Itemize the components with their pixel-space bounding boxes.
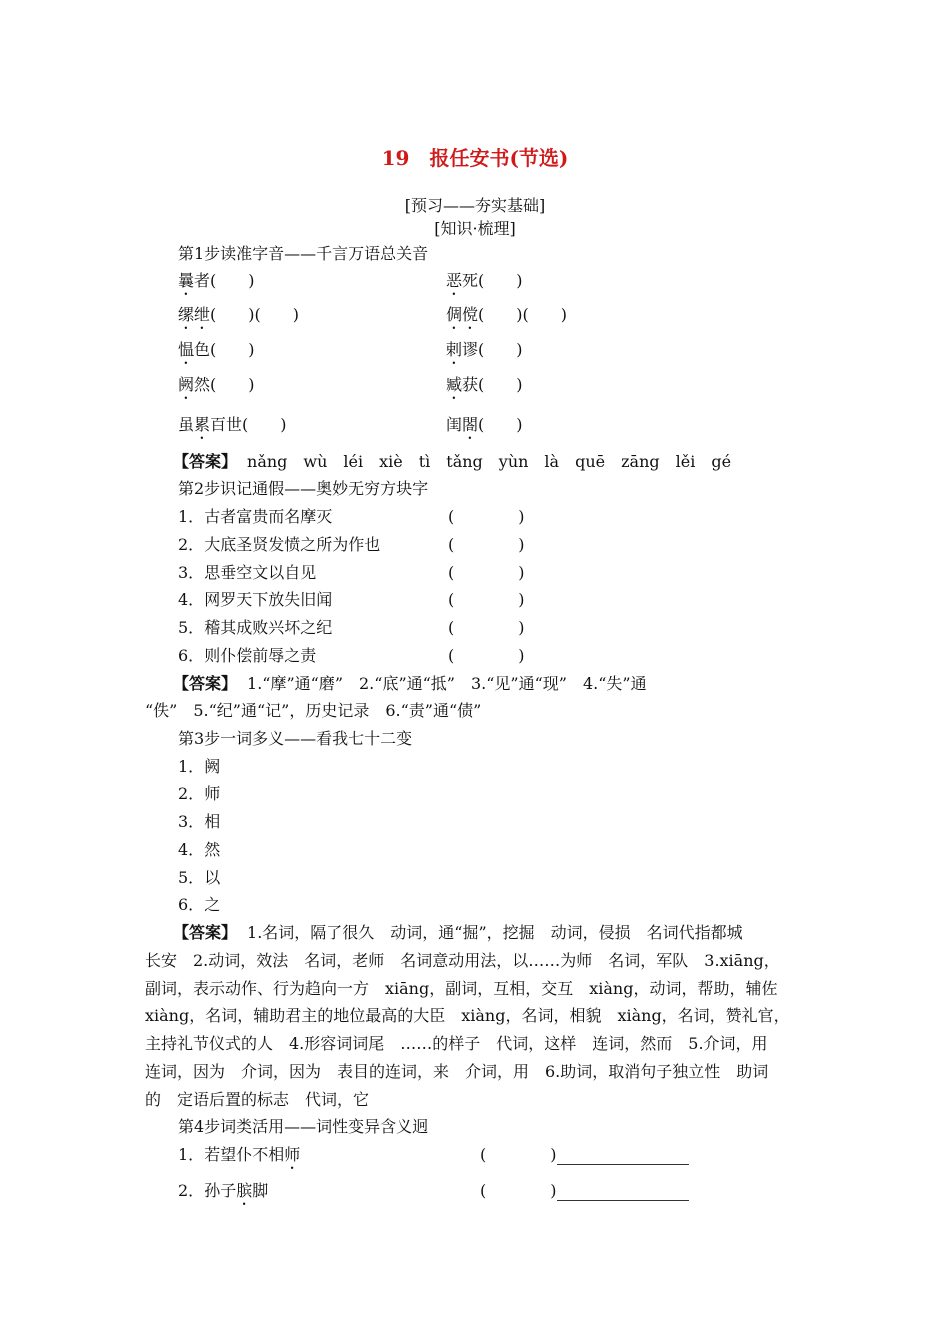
answer-blank: ( ) (448, 563, 525, 582)
list-item: 1．阙 (178, 757, 221, 776)
answer-label: 【答案】 (173, 923, 238, 942)
step1-answer: 【答案】 nǎng wù léi xiè tì tǎng yùn là quē zāng lěi gé (173, 452, 732, 471)
list-item: 2．师 (178, 784, 221, 803)
dotted-char: 阙 (178, 375, 195, 394)
list-item: 6．之 (178, 895, 221, 914)
step4-heading: 第4步词类活用——词性变异含义迥 (178, 1117, 429, 1136)
pronunciation-item: 曩者( ) (178, 271, 255, 290)
answer-blank: ( ) (448, 535, 525, 554)
answer-line: 主持礼节仪式的人 4.形容词词尾 ……的样子 代词，这样 连词，然而 5.介词，用 (145, 1034, 768, 1053)
dotted-char: 曩 (178, 271, 195, 290)
answer-line: 的 定语后置的标志 代词，它 (145, 1090, 370, 1109)
pronunciation-item: 恶死( ) (446, 271, 523, 290)
answer-blank: ( ) (448, 646, 525, 665)
pronunciation-item: 虽累百世( ) (178, 415, 287, 434)
step2-heading: 第2步识记通假——奥妙无穷方块字 (178, 479, 429, 498)
answer-label: 【答案】 (173, 452, 238, 471)
pronunciation-item: 缧绁( )( ) (178, 305, 299, 324)
pronunciation-item: 倜傥( )( ) (446, 305, 567, 324)
answer-line: 副词，表示动作、行为趋向一方 xiāng，副词，互相，交互 xiàng，动词，帮助，辅佐 (145, 979, 778, 998)
answer-blank: ( ) (448, 618, 525, 637)
list-item: 1．古者富贵而名摩灭 (178, 507, 333, 526)
answer-blank: ( ) (480, 1181, 689, 1201)
answer-blank: ( ) (448, 507, 525, 526)
pronunciation-item: 闺閤( ) (446, 415, 523, 434)
answer-blank: ( ) (480, 1145, 689, 1165)
dotted-char: 臧 (446, 375, 463, 394)
answer-label: 【答案】 (173, 674, 238, 693)
list-item: 4．网罗天下放失旧闻 (178, 590, 333, 609)
step1-heading: 第1步读准字音——千言万语总关音 (178, 244, 429, 263)
step3-answer: 【答案】 1.名词，隔了很久 动词，通“掘”，挖掘 动词，侵损 名词代指都城 (173, 923, 743, 942)
section-knowledge-heading: [知识·梳理] (434, 219, 516, 238)
list-item: 5．稽其成败兴坏之纪 (178, 618, 333, 637)
page-title: 19 报任安书(节选) (381, 146, 569, 170)
pronunciation-item: 臧获( ) (446, 375, 523, 394)
dotted-char: 剌 (446, 340, 463, 359)
list-item: 3．相 (178, 812, 221, 831)
answer-line: xiàng，名词，辅助君主的地位最高的大臣 xiàng，名词，相貌 xiàng，名词，赞礼官， (145, 1006, 790, 1025)
dotted-char: 师 (284, 1145, 301, 1164)
section-preview-heading: [预习——夯实基础] (404, 196, 546, 215)
fill-line (557, 1148, 689, 1165)
list-item: 3．思垂空文以自见 (178, 563, 317, 582)
answer-line: 连词，因为 介词，因为 表目的连词，来 介词，用 6.助词，取消句子独立性 助词 (145, 1062, 769, 1081)
fill-line (557, 1184, 689, 1201)
step2-answer-cont: “佚” 5.“纪”通“记”，历史记录 6.“责”通“债” (145, 701, 482, 720)
answer-blank: ( ) (448, 590, 525, 609)
dotted-char: 膑 (236, 1181, 253, 1200)
step3-heading: 第3步一词多义——看我七十二变 (178, 729, 413, 748)
dotted-char: 閤 (462, 415, 479, 434)
list-item: 2．大底圣贤发愤之所为作也 (178, 535, 381, 554)
list-item: 6．则仆偿前辱之责 (178, 646, 317, 665)
dotted-char: 愠 (178, 340, 195, 359)
dotted-char: 累 (194, 415, 211, 434)
list-item: 5．以 (178, 868, 221, 887)
step2-answer: 【答案】 1.“摩”通“磨” 2.“底”通“抵” 3.“见”通“现” 4.“失”通 (173, 674, 647, 693)
dotted-char: 恶 (446, 271, 463, 290)
list-item: 4．然 (178, 840, 221, 859)
pronunciation-item: 剌谬( ) (446, 340, 523, 359)
list-item: 1．若望仆不相师 (178, 1145, 301, 1164)
dotted-char: 缧绁 (178, 305, 211, 324)
answer-line: 长安 2.动词，效法 名词，老师 名词意动用法，以……为师 名词，军队 3.xiāng， (145, 951, 780, 970)
list-item: 2．孙子膑脚 (178, 1181, 269, 1200)
pronunciation-item: 愠色( ) (178, 340, 255, 359)
pronunciation-item: 阙然( ) (178, 375, 255, 394)
dotted-char: 倜傥 (446, 305, 479, 324)
